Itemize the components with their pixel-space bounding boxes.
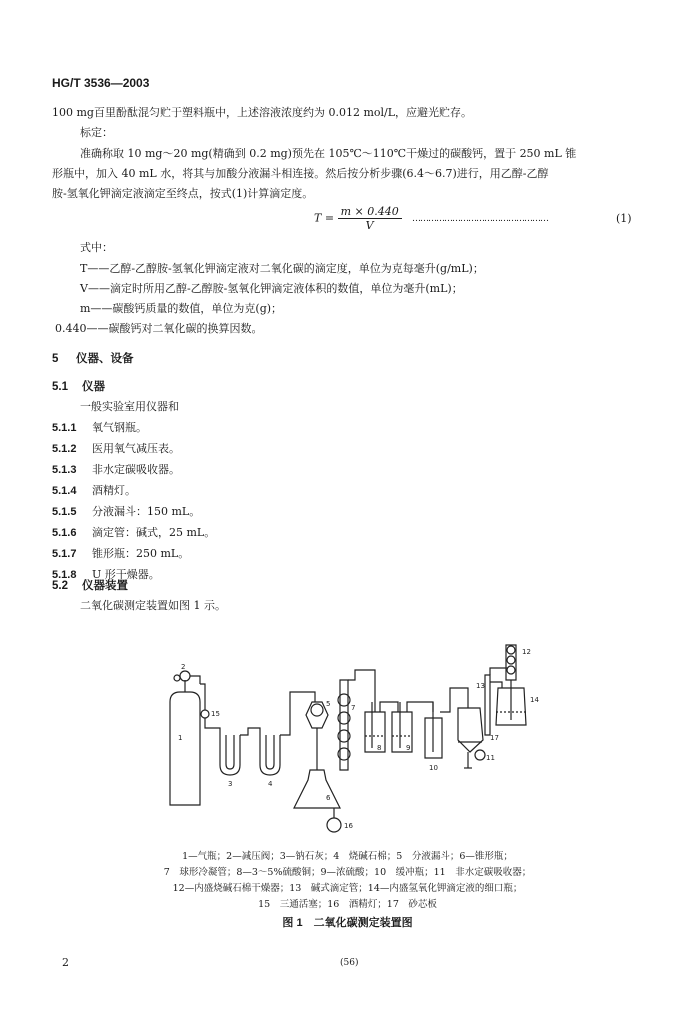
item-5-1-8: 5.1.8 U 形干燥器。 [52, 568, 160, 581]
section-5-2-heading: 5.2 仪器装置 [52, 580, 128, 592]
figure-caption-line-3: 12—内盛烧碱石棉干燥器；13 碱式滴定管；14—内盛氢氧化钾滴定液的细口瓶； [172, 883, 523, 894]
definition-m: m——碳酸钙质量的数值，单位为克(g)； [80, 302, 283, 315]
formula-1 [314, 205, 402, 232]
label-6: 6 [326, 794, 331, 802]
formula-denominator: V [365, 219, 374, 232]
definition-V: V——滴定时所用乙醇-乙醇胺-氢氧化钾滴定液体积的数值，单位为毫升(mL)； [80, 282, 463, 295]
burette-13 [485, 675, 490, 735]
label-7: 7 [351, 704, 356, 712]
alcohol-lamp-16 [327, 818, 341, 832]
biaoding-label: 标定： [80, 126, 113, 139]
definition-0440: 0.440——碳酸钙对二氧化碳的换算因数。 [55, 322, 263, 335]
label-3: 3 [228, 780, 233, 788]
section-5-1-intro: 一般实验室用仪器和 [80, 400, 179, 413]
label-2: 2 [181, 663, 186, 671]
standard-code: HG/T 3536—2003 [52, 76, 150, 90]
label-10: 10 [429, 764, 438, 772]
formula-lhs: T = [314, 211, 335, 225]
label-17: 17 [490, 734, 499, 742]
label-4: 4 [268, 780, 273, 788]
label-5: 5 [326, 700, 331, 708]
label-14: 14 [530, 696, 539, 704]
shizhong-label: 式中： [80, 241, 113, 254]
absorber-11 [458, 708, 483, 752]
gas-cylinder [170, 692, 200, 805]
pressure-regulator [180, 671, 190, 681]
label-16: 16 [344, 822, 353, 830]
item-5-1-3: 5.1.3 非水定碳吸收器。 [52, 463, 180, 476]
item-5-1-4: 5.1.4 酒精灯。 [52, 484, 136, 497]
section-5-1-heading: 5.1 仪器 [52, 381, 105, 393]
item-5-1-6: 5.1.6 滴定管：碱式，25 mL。 [52, 526, 216, 539]
section-5-2-text: 二氧化碳测定装置如图 1 示。 [80, 599, 226, 612]
formula-numerator: m × 0.440 [338, 205, 402, 219]
three-way-stopcock-15 [201, 710, 209, 718]
label-12: 12 [522, 648, 531, 656]
footer-code: (56) [340, 958, 359, 968]
para1-line1: 准确称取 10 mg～20 mg(精确到 0.2 mg)预先在 105℃～110℃干燥过的碳酸钙，置于 250 mL 锥 [80, 147, 577, 160]
conical-flask-6 [294, 770, 340, 808]
para1-line2: 形瓶中，加入 40 mL 水，将其与加酸分液漏斗相连接。然后按分析步骤(6.4～6.7)进行，用乙醇-乙醇 [52, 167, 549, 180]
label-9: 9 [406, 744, 411, 752]
page-number: 2 [62, 956, 69, 969]
formula-fraction [338, 205, 402, 232]
body-line-1: 100 mg百里酚酞混匀贮于塑料瓶中，上述溶液浓度约为 0.012 mol/L，应避光贮存。 [52, 106, 473, 119]
item-5-1-5: 5.1.5 分液漏斗：150 mL。 [52, 505, 201, 518]
figure-caption-line-4: 15 三通活塞；16 酒精灯；17 砂芯板 [258, 899, 437, 910]
formula-dots: …………………………………………… [412, 214, 548, 224]
section-5-heading: 5 仪器、设备 [52, 353, 134, 365]
formula-number: (1) [616, 212, 632, 225]
figure-caption-line-1: 1—气瓶；2—减压阀；3—钠石灰；4 烧碱石棉；5 分液漏斗；6—锥形瓶； [182, 851, 513, 862]
item-5-1-1: 5.1.1 氧气钢瓶。 [52, 421, 147, 434]
label-15: 15 [211, 710, 220, 718]
definition-T: T——乙醇-乙醇胺-氢氧化钾滴定液对二氧化碳的滴定度，单位为克每毫升(g/mL)； [80, 262, 484, 275]
separatory-funnel-5 [306, 700, 331, 728]
label-13: 13 [476, 682, 485, 690]
label-1: 1 [178, 734, 183, 742]
figure-title: 图 1 二氧化碳测定装置图 [282, 917, 413, 929]
item-5-1-2: 5.1.2 医用氧气减压表。 [52, 442, 180, 455]
para1-line3: 胺-氢氧化钾滴定液滴定至终点，按式(1)计算滴定度。 [52, 187, 314, 200]
item-5-1-7: 5.1.7 锥形瓶：250 mL。 [52, 547, 190, 560]
label-8: 8 [377, 744, 382, 752]
figure-caption-line-2: 7 球形冷凝管；8—3～5%硫酸铜；9—浓硫酸；10 缓冲瓶；11 非水定碳吸收器； [163, 867, 532, 878]
co2-apparatus-diagram [150, 640, 550, 835]
wash-bottle-8 [365, 712, 385, 752]
label-11: 11 [486, 754, 495, 762]
